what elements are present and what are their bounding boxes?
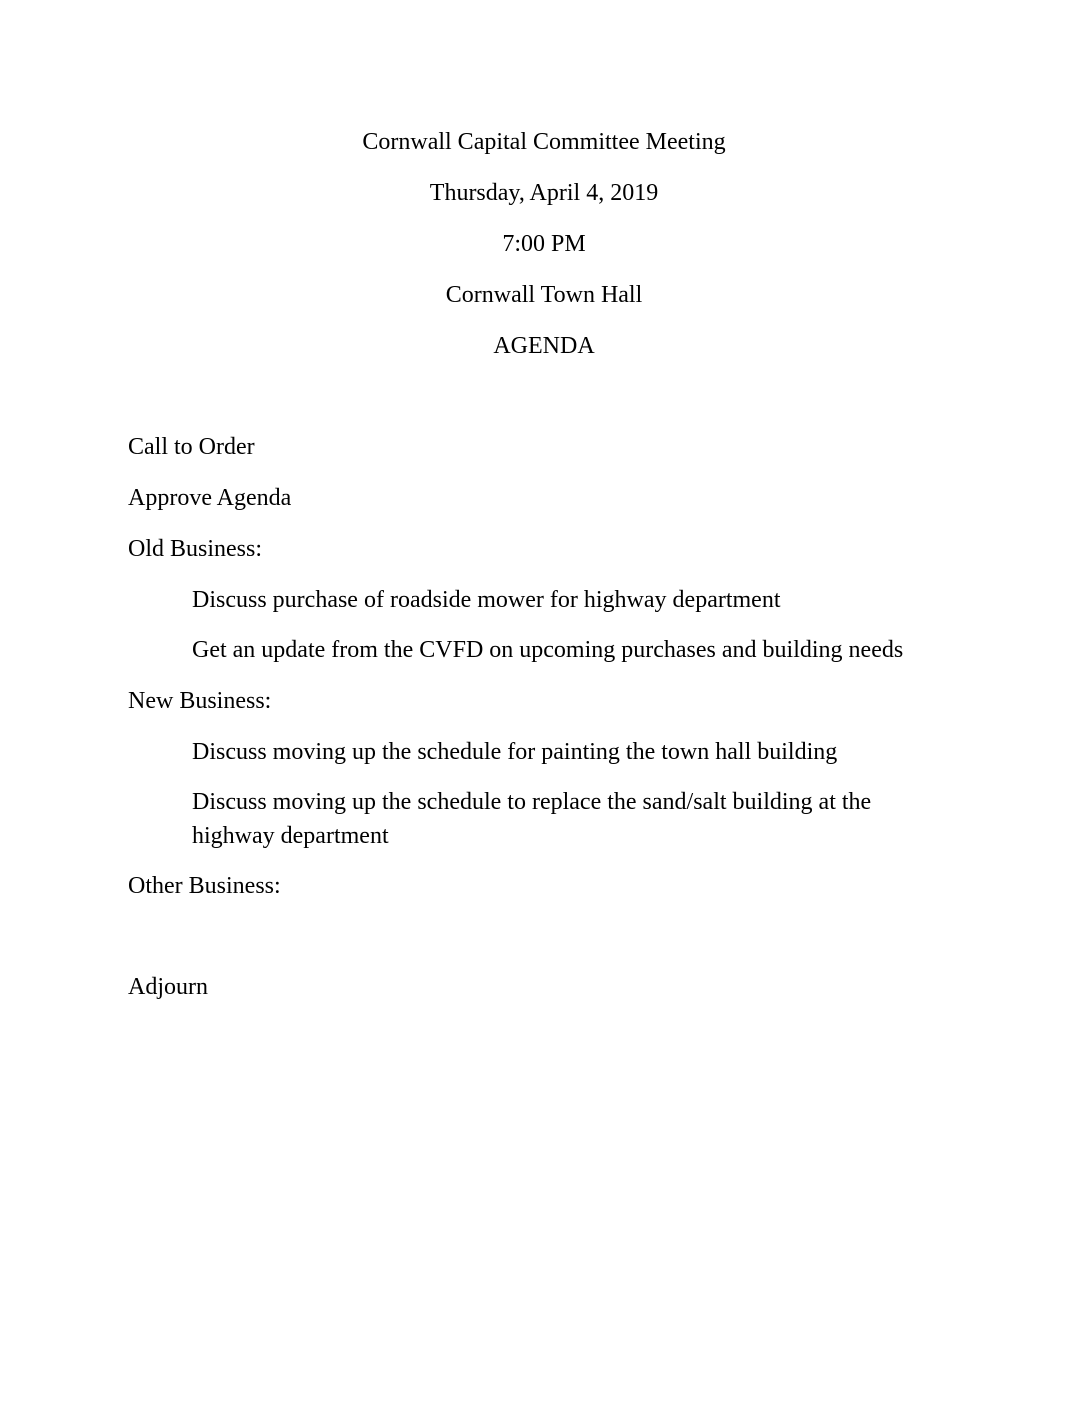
meeting-time: 7:00 PM: [502, 231, 586, 257]
old-business-item: Get an update from the CVFD on upcoming purchases and building needs: [192, 637, 904, 663]
new-business-item: Discuss moving up the schedule to replace the sand/salt building at the highway department: [192, 789, 872, 849]
new-business-label: New Business:: [128, 688, 272, 714]
agenda-item-approve-agenda: Approve Agenda: [128, 485, 292, 511]
other-business-label: Other Business:: [128, 873, 281, 899]
old-business-label: Old Business:: [128, 536, 263, 562]
meeting-location: Cornwall Town Hall: [445, 282, 643, 308]
new-business-item: Discuss moving up the schedule for painting the town hall building: [192, 739, 838, 765]
agenda-item-adjourn: Adjourn: [128, 974, 208, 1000]
agenda-heading: AGENDA: [493, 333, 595, 359]
agenda-item-call-to-order: Call to Order: [128, 434, 255, 460]
old-business-item: Discuss purchase of roadside mower for highway department: [192, 587, 781, 613]
meeting-title: Cornwall Capital Committee Meeting: [362, 129, 726, 155]
meeting-date: Thursday, April 4, 2019: [429, 180, 659, 206]
